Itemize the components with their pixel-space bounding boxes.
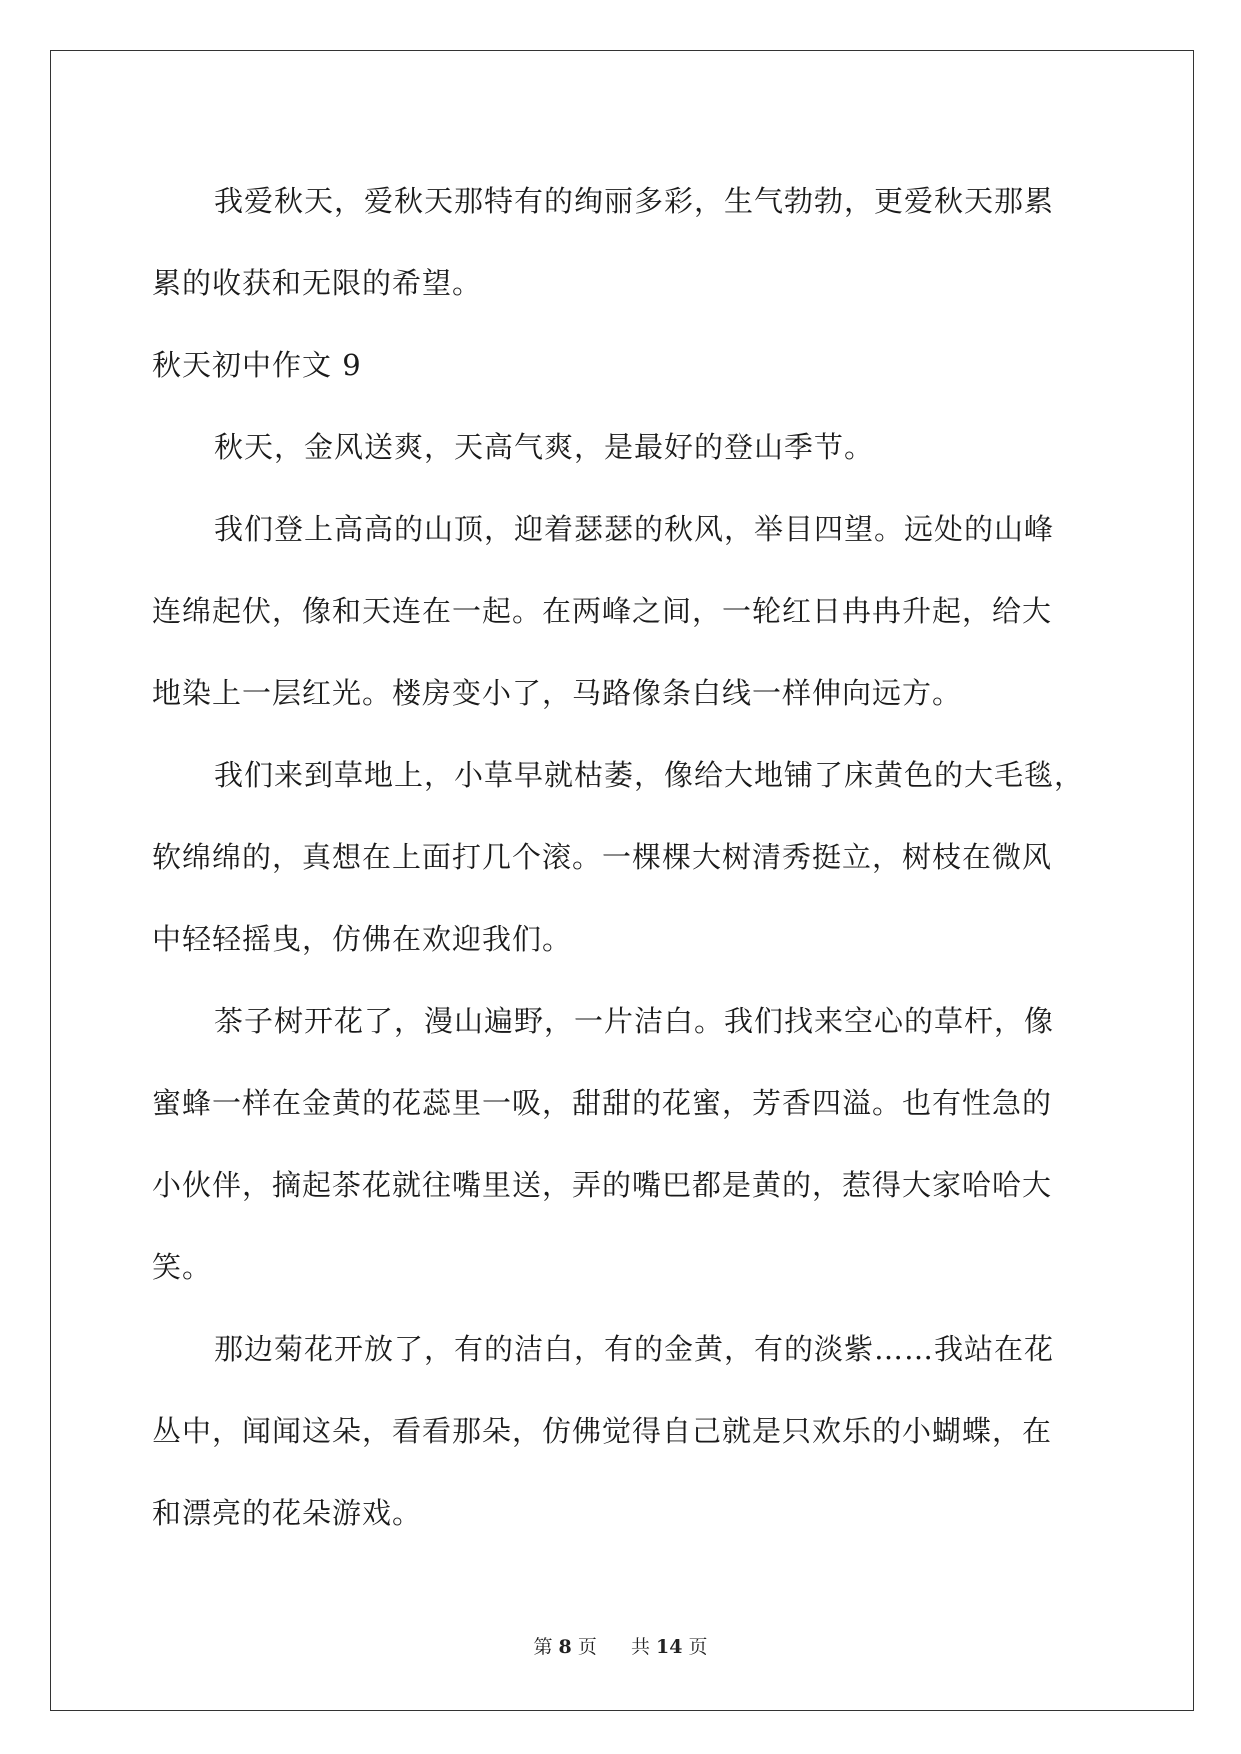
total-pages: 14 <box>656 1636 683 1658</box>
page-total <box>631 1636 708 1658</box>
text-line: 我们来到草地上，小草早就枯萎，像给大地铺了床黄色的大毛毯， <box>214 758 1085 792</box>
text-line: 茶子树开花了，漫山遍野，一片洁白。我们找来空心的草杆，像 <box>214 1004 1055 1038</box>
text-line: 我们登上高高的山顶，迎着瑟瑟的秋风，举目四望。远处的山峰 <box>214 512 1055 546</box>
page-suffix: 页 <box>577 1636 597 1658</box>
current-page: 8 <box>558 1636 572 1658</box>
text-line: 我爱秋天，爱秋天那特有的绚丽多彩，生气勃勃，更爱秋天那累 <box>214 184 1055 218</box>
text-line: 地染上一层红光。楼房变小了，马路像条白线一样伸向远方。 <box>152 676 963 710</box>
paragraph <box>152 488 1092 734</box>
text-line: 小伙伴，摘起茶花就往嘴里送，弄的嘴巴都是黄的，惹得大家哈哈大 <box>152 1168 1053 1202</box>
text-line: 笑。 <box>152 1250 213 1284</box>
total-prefix: 共 <box>630 1636 650 1658</box>
text-line: 秋天，金风送爽，天高气爽，是最好的登山季节。 <box>214 430 875 464</box>
text-line: 累的收获和无限的希望。 <box>152 266 483 300</box>
page-number <box>533 1636 602 1658</box>
text-line: 丛中，闻闻这朵，看看那朵，仿佛觉得自己就是只欢乐的小蝴蝶，在 <box>152 1414 1053 1448</box>
page-footer <box>0 1632 1241 1659</box>
text-line: 中轻轻摇曳，仿佛在欢迎我们。 <box>152 922 573 956</box>
total-suffix: 页 <box>688 1636 708 1658</box>
paragraph <box>152 734 1092 980</box>
paragraph <box>152 160 1092 324</box>
text-line: 那边菊花开放了，有的洁白，有的金黄，有的淡紫……我站在花 <box>214 1332 1055 1366</box>
paragraph <box>152 406 1092 488</box>
text-line: 连绵起伏，像和天连在一起。在两峰之间，一轮红日冉冉升起，给大 <box>152 594 1053 628</box>
heading-text: 秋天初中作文 9 <box>152 348 362 382</box>
text-line: 蜜蜂一样在金黄的花蕊里一吸，甜甜的花蜜，芳香四溢。也有性急的 <box>152 1086 1053 1120</box>
text-line: 软绵绵的，真想在上面打几个滚。一棵棵大树清秀挺立，树枝在微风 <box>152 840 1053 874</box>
document-body <box>152 160 1092 1554</box>
paragraph <box>152 980 1092 1308</box>
paragraph <box>152 1308 1092 1554</box>
page-prefix: 第 <box>533 1636 553 1658</box>
text-line: 和漂亮的花朵游戏。 <box>152 1496 423 1530</box>
section-heading <box>152 324 1092 406</box>
